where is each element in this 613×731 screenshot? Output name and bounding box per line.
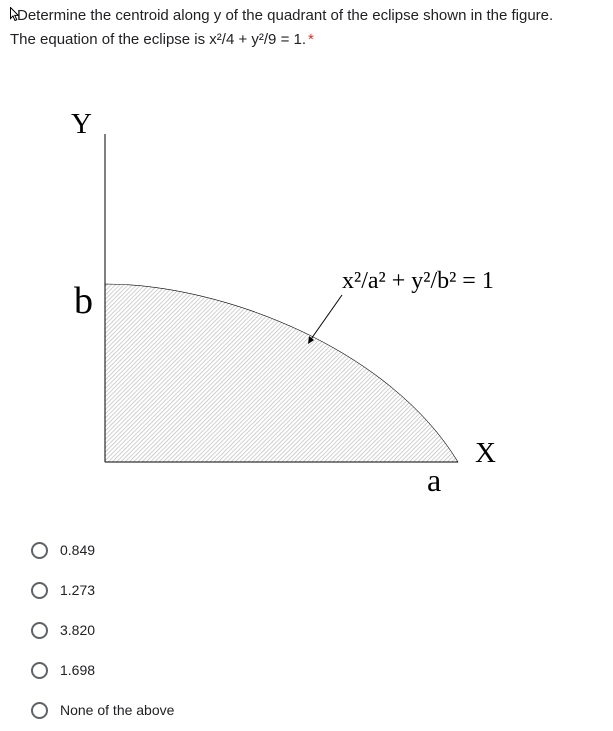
question-title (10, 4, 570, 52)
option-none-of-the-above[interactable] (10, 690, 310, 730)
b-label: b (74, 280, 93, 322)
ellipse-equation-label: x²/a² + y²/b² = 1 (342, 268, 494, 294)
option-3820[interactable] (10, 610, 310, 650)
option-label: 1.698 (60, 662, 96, 678)
required-asterisk: * (308, 31, 314, 48)
radio-button[interactable] (31, 582, 48, 599)
x-axis-label: X (475, 437, 496, 469)
equation-pointer-line (309, 295, 342, 342)
option-0849[interactable] (10, 530, 310, 570)
option-label: 0.849 (60, 542, 96, 558)
radio-button[interactable] (31, 702, 48, 719)
radio-button[interactable] (31, 542, 48, 559)
radio-button[interactable] (31, 662, 48, 679)
shaded-quadrant-area (105, 284, 458, 462)
radio-button[interactable] (31, 622, 48, 639)
question-text: Determine the centroid along y of the quadrant of the eclipse shown in the figure. The equation of the eclipse is x²/4 + y²/9 = 1. (10, 7, 554, 48)
option-1273[interactable] (10, 570, 310, 610)
ellipse-quadrant-figure (0, 90, 613, 510)
a-label: a (427, 462, 442, 498)
option-1698[interactable] (10, 650, 310, 690)
option-label: 3.820 (60, 622, 96, 638)
option-label: None of the above (60, 702, 175, 718)
figure-canvas (0, 90, 613, 510)
answer-options (10, 530, 310, 730)
option-label: 1.273 (60, 582, 96, 598)
y-axis-label: Y (71, 108, 92, 140)
